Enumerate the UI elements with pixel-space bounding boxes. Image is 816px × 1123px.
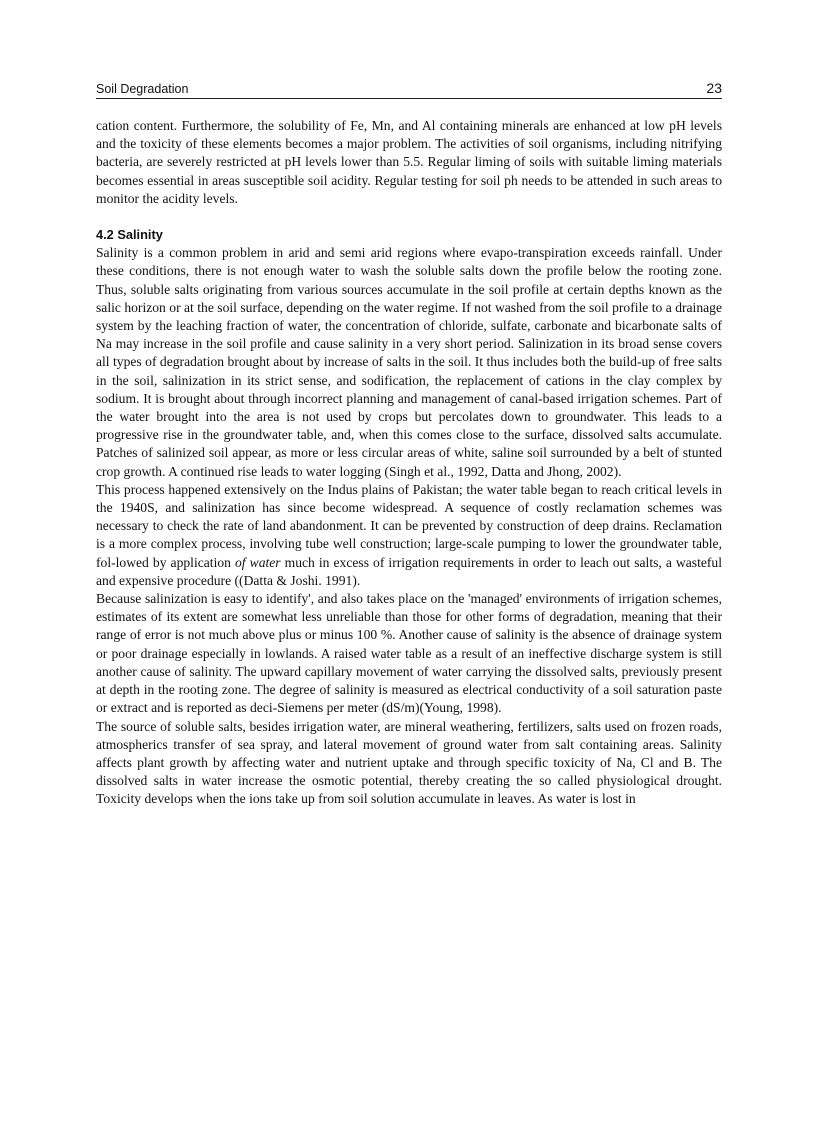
chapter-title: Soil Degradation [96, 82, 189, 96]
page-number: 23 [706, 80, 722, 96]
salinity-paragraph-3: Because salinization is easy to identify', and also takes place on the 'managed' environments of irrigation schemes, estimates of its extent are somewhat less unreliable than those for other forms of degradation, meaning that their range of error is not much above plus or minus 100 %. Another cause of salinity is the absence of drainage system or poor drainage especially in lowlands. A raised water table as a result of an ineffective discharge system is still another cause of salinity. The upward capillary movement of water carrying the dissolved salts, previously present at depth in the rooting zone. The degree of salinity is measured as electrical conductivity of a soil saturation paste or extract and is reported as deci-Siemens per meter (dS/m)(Young, 1998). [96, 591, 722, 716]
salinity-paragraph-4: The source of soluble salts, besides irrigation water, are mineral weathering, fertilizers, salts used on frozen roads, atmospherics transfer of sea spray, and lateral movement of ground water from salt containing areas. Salinity affects plant growth by affecting water and nutrient uptake and through specific toxicity of Na, Cl and B. The dissolved salts in water increase the osmotic potential, thereby creating the so called physiological drought. Toxicity develops when the ions take up from soil solution accumulate in leaves. As water is lost in [96, 718, 722, 807]
paragraph-2-italic-text: of water [235, 554, 281, 570]
salinity-paragraph-2 [96, 481, 722, 590]
running-header [96, 78, 722, 99]
body-text [96, 117, 722, 809]
section-heading: 4.2 Salinity [96, 227, 163, 243]
document-page [96, 78, 722, 809]
intro-paragraph: cation content. Furthermore, the solubility of Fe, Mn, and Al containing minerals are enhanced at low pH levels and the toxicity of these elements becomes a major problem. The activities of soil organisms, including nitrifying bacteria, are severely restricted at pH levels lower than 5.5. Regular liming of soils with suitable liming materials becomes essential in areas susceptible soil acidity. Regular testing for soil ph needs to be attended in such areas to monitor the acidity levels. [96, 118, 722, 206]
paragraph-2-text-end: much in excess of irrigation requirements in order to leach out salts, a wasteful and expensive procedure ((Datta & Joshi. 1991). [96, 554, 722, 588]
salinity-paragraph-1: Salinity is a common problem in arid and semi arid regions where evapo-transpiration exceeds rainfall. Under these conditions, there is not enough water to wash the soluble salts down the profile below the rooting zone. Thus, soluble salts originating from various sources accumulate in the soil profile at certain depths known as the salic horizon or at the soil surface, depending on the water regime. If not washed from the soil profile to a drainage system by the leaching fraction of water, the concentration of chloride, sulfate, carbonate and bicarbonate salts of Na may increase in the soil profile and cause salinity in a very short period. Salinization in its broad sense covers all types of degradation brought about by increase of salts in the soil. It thus includes both the build-up of free salts in the soil, salinization in its strict sense, and sodification, the replacement of cations in the clay complex by sodium. It is brought about through incorrect planning and management of canal-based irrigation schemes. Part of the water brought into the area is not used by crops but percolates down to groundwater. This leads to a progressive rise in the groundwater table, and, when this comes close to the surface, dissolved salts accumulate. Patches of salinized soil appear, as more or less circular areas of white, saline soil surrounded by a belt of stunted crop growth. A continued rise leads to water logging (Singh et al., 1992, Datta and Jhong, 2002). [96, 245, 722, 479]
paragraph-2-text-start: This process happened extensively on the Indus plains of Pakistan; the water table began to reach critical levels in the 1940S, and salinization has since become widespread. A sequence of costly reclamation schemes was necessary to check the rate of land abandonment. It can be prevented by construction of deep drains. Reclamation is a more complex process, involving tube well construction; large-scale pumping to lower the groundwater table, fol-lowed by application [96, 481, 722, 570]
